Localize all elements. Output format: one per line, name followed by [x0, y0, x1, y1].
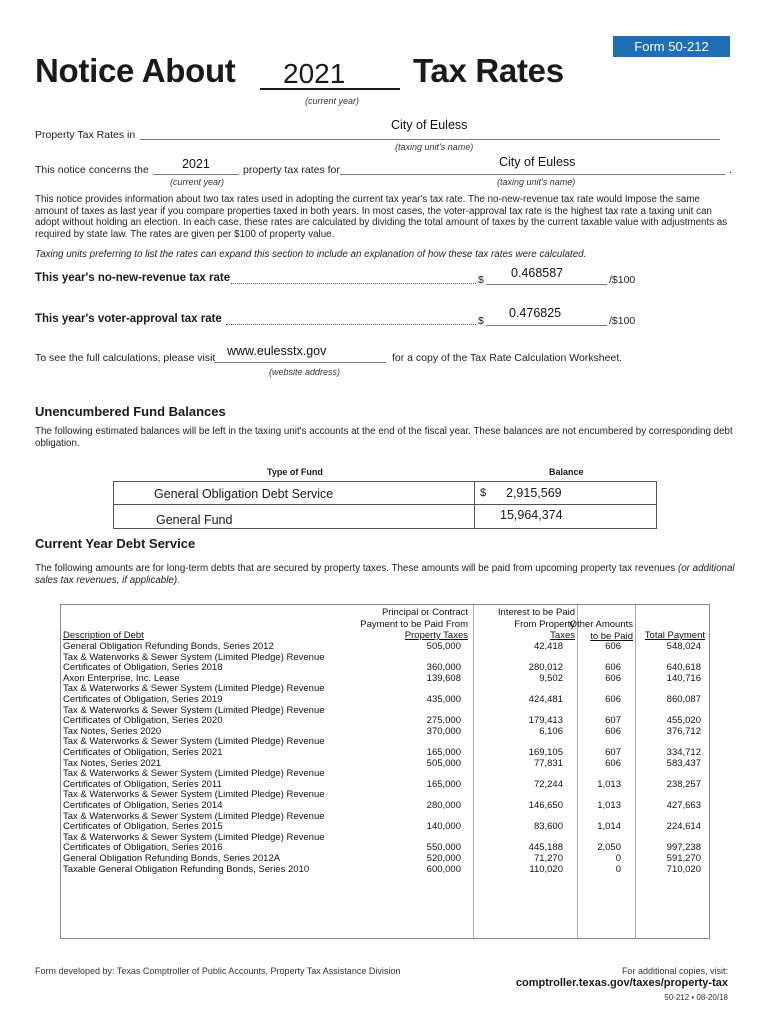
debt-other-amounts[interactable]: 1,013	[597, 778, 621, 790]
footer-url-link[interactable]: comptroller.texas.gov/taxes/property-tax	[515, 977, 728, 989]
debt-principal[interactable]: 520,000	[426, 853, 461, 864]
debt-principal[interactable]: 165,000	[426, 746, 461, 758]
debt-interest[interactable]: 83,600	[533, 821, 563, 833]
debt-total-payment[interactable]: 376,712	[666, 725, 701, 737]
concerns-label: This notice concerns the	[35, 164, 149, 176]
concerns-middle-label: property tax rates for	[243, 164, 340, 176]
debt-text	[35, 563, 735, 586]
fund-currency: $	[480, 487, 487, 499]
debt-total-payment[interactable]: 583,437	[666, 757, 701, 769]
debt-other-amounts[interactable]: 0	[615, 853, 621, 864]
concerns-unit-underline	[340, 174, 725, 175]
debt-total-payment[interactable]: 334,712	[666, 746, 701, 758]
title-prefix: Notice About	[35, 52, 236, 89]
fund-balance-table	[113, 481, 657, 529]
debt-heading: Current Year Debt Service	[35, 536, 196, 551]
concerns-year-underline	[153, 174, 239, 175]
debt-other-amounts[interactable]: 607	[605, 746, 621, 758]
title-year[interactable]: 2021	[283, 58, 346, 89]
website-prefix: To see the full calculations, please visit	[35, 352, 216, 364]
title-suffix: Tax Rates	[413, 52, 564, 89]
debt-description[interactable]: Tax & Waterworks & Sewer System (Limited Pledge) Revenue Certificates of Obligation, Series 2011	[63, 768, 325, 790]
var-leader-dots	[226, 324, 476, 325]
debt-service-table	[60, 604, 710, 939]
debt-other-amounts[interactable]: 1,013	[597, 799, 621, 811]
nnr-currency: $	[478, 274, 484, 286]
debt-interest[interactable]: 179,413	[528, 715, 563, 727]
debt-description[interactable]: Tax & Waterworks & Sewer System (Limited Pledge) Revenue Certificates of Obligation, Series 2018	[63, 651, 325, 674]
debt-other-amounts[interactable]: 1,014	[597, 821, 621, 833]
debt-description[interactable]: Tax & Waterworks & Sewer System (Limited Pledge) Revenue Certificates of Obligation, Series 2015	[63, 810, 325, 833]
debt-interest[interactable]: 424,481	[528, 693, 563, 705]
website-underline	[214, 362, 386, 363]
debt-description[interactable]: Tax Notes, Series 2021	[63, 757, 162, 769]
footer-form-code: 50-212 • 08-20/18	[664, 993, 728, 1002]
nnr-per-unit: /$100	[609, 274, 636, 286]
debt-table-row	[63, 737, 707, 758]
debt-table-row	[63, 706, 707, 727]
no-new-revenue-rate-label: This year's no-new-revenue tax rate	[35, 272, 231, 284]
concerns-unit-field[interactable]: City of Euless	[499, 155, 576, 169]
expand-note: Taxing units preferring to list the rates can expand this section to include an explanation of how these tax rates were calculated.	[35, 249, 587, 260]
principal-header: Principal or Contract Payment to be Paid From Property Taxes	[360, 607, 468, 641]
debt-interest[interactable]: 169,105	[528, 746, 563, 758]
debt-description[interactable]: General Obligation Refunding Bonds, Series 2012A	[63, 853, 281, 864]
footer-copies-label: For additional copies, visit:	[621, 966, 728, 976]
intro-paragraph: This notice provides information about two tax rates used in adopting the current tax year's tax rate. The no-new-revenue tax rate would Impose the same amount of taxes as last year if you compare properties taxed in both years. In most cases, the voter-approval tax rate is the highest tax rate a taxing unit can adopt without holding an election. In each case, these rates are calculated by dividing the total amount of taxes by the current taxable value with adjustments as required by state law. The rates are given per $100 of property value.	[35, 194, 728, 240]
var-underline	[486, 325, 607, 326]
debt-principal[interactable]: 139,608	[426, 672, 461, 684]
debt-principal[interactable]: 550,000	[426, 842, 461, 854]
debt-principal[interactable]: 600,000	[426, 863, 461, 875]
concerns-year-field[interactable]: 2021	[182, 157, 210, 171]
debt-total-payment[interactable]: 640,618	[666, 662, 701, 674]
debt-other-amounts[interactable]: 606	[605, 672, 621, 684]
debt-description[interactable]: Axon Enterprise, Inc. Lease	[63, 672, 180, 684]
property-tax-label: Property Tax Rates in	[35, 129, 136, 141]
debt-total-payment[interactable]: 427,663	[666, 799, 701, 811]
debt-description[interactable]: Tax & Waterworks & Sewer System (Limited Pledge) Revenue Certificates of Obligation, Series 2014	[63, 789, 325, 811]
debt-table-row	[63, 653, 707, 674]
debt-other-amounts[interactable]: 0	[615, 863, 621, 875]
fund-balance-header: Balance	[549, 467, 584, 477]
debt-interest[interactable]: 146,650	[528, 799, 563, 811]
debt-text-italic: (or additional sales tax revenues, if applicable).	[35, 563, 735, 586]
total-payment-header: Total Payment	[644, 630, 705, 641]
var-per-unit: /$100	[609, 315, 636, 327]
debt-table-row	[63, 769, 707, 790]
debt-other-amounts[interactable]: 2,050	[597, 842, 621, 854]
unencumbered-heading: Unencumbered Fund Balances	[35, 404, 226, 419]
debt-description[interactable]: Tax & Waterworks & Sewer System (Limited Pledge) Revenue Certificates of Obligation, Series 2020	[63, 704, 325, 727]
nnr-leader-dots	[231, 283, 476, 284]
debt-total-payment[interactable]: 224,614	[666, 821, 701, 833]
property-tax-underline	[140, 139, 720, 140]
debt-description[interactable]: Tax & Waterworks & Sewer System (Limited Pledge) Revenue Certificates of Obligation, Series 2016	[63, 831, 325, 854]
debt-table-row	[63, 833, 707, 854]
fund-name-field[interactable]: General Obligation Debt Service	[154, 487, 334, 501]
debt-interest[interactable]: 280,012	[528, 662, 563, 674]
fund-balance-field[interactable]: 15,964,374	[500, 508, 563, 522]
debt-description[interactable]: General Obligation Refunding Bonds, Series 2012	[63, 641, 274, 652]
debt-other-amounts[interactable]: 606	[605, 757, 621, 769]
title-year-caption: (current year)	[305, 96, 360, 106]
debt-description[interactable]: Taxable General Obligation Refunding Bonds, Series 2010	[63, 863, 310, 875]
website-caption: (website address)	[269, 367, 341, 377]
fund-row	[114, 505, 656, 528]
website-field[interactable]: www.eulesstx.gov	[227, 344, 327, 358]
debt-total-payment[interactable]: 238,257	[666, 778, 701, 790]
concerns-unit-caption: (taxing unit's name)	[497, 177, 576, 187]
debt-principal[interactable]: 140,000	[426, 821, 461, 833]
debt-other-amounts[interactable]: 607	[605, 715, 621, 727]
fund-balance-field[interactable]: 2,915,569	[506, 486, 562, 500]
property-tax-caption: (taxing unit's name)	[395, 142, 474, 152]
debt-principal[interactable]: 505,000	[426, 641, 461, 652]
concerns-year-caption: (current year)	[170, 177, 225, 187]
debt-principal[interactable]: 360,000	[426, 662, 461, 674]
debt-interest[interactable]: 9,502	[539, 672, 563, 684]
debt-other-amounts[interactable]: 606	[605, 725, 621, 737]
debt-interest[interactable]: 72,244	[533, 778, 563, 790]
debt-other-amounts[interactable]: 606	[605, 693, 621, 705]
debt-total-payment[interactable]: 997,238	[666, 842, 701, 854]
concerns-end: .	[729, 164, 732, 176]
debt-table-row	[63, 684, 707, 705]
voter-approval-rate-field[interactable]: 0.476825	[509, 306, 562, 320]
var-currency: $	[478, 315, 484, 327]
unencumbered-text: The following estimated balances will be left in the taxing unit's accounts at the end of the fiscal year. These balances are not encumbered by corresponding debt obligation.	[35, 426, 733, 449]
other-amounts-header: Other Amounts to be Paid	[569, 619, 633, 642]
debt-interest[interactable]: 110,020	[529, 863, 563, 875]
debt-other-amounts[interactable]: 606	[605, 662, 621, 674]
debt-table-row	[63, 865, 707, 876]
debt-total-payment[interactable]: 710,020	[666, 863, 701, 875]
no-new-revenue-rate-field[interactable]: 0.468587	[511, 266, 564, 280]
debt-table-row	[63, 790, 707, 811]
debt-interest[interactable]: 42,418	[533, 641, 563, 652]
debt-principal[interactable]: 165,000	[426, 778, 461, 790]
interest-header: Interest to be Paid From Property Taxes	[497, 607, 575, 641]
debt-table-row	[63, 812, 707, 833]
fund-row	[114, 482, 656, 505]
fund-type-header: Type of Fund	[267, 467, 323, 477]
debt-interest[interactable]: 71,270	[533, 853, 563, 864]
description-header: Description of Debt	[63, 630, 144, 641]
debt-table-row	[63, 642, 707, 653]
debt-principal[interactable]: 370,000	[426, 725, 461, 737]
debt-other-amounts[interactable]: 606	[605, 641, 621, 652]
debt-table-row	[63, 854, 707, 865]
debt-interest[interactable]: 445,188	[528, 842, 563, 854]
debt-total-payment[interactable]: 140,716	[666, 672, 701, 684]
debt-description[interactable]: Tax & Waterworks & Sewer System (Limited Pledge) Revenue Certificates of Obligation, Series 2019	[63, 683, 325, 705]
form-number-badge: Form 50-212	[613, 36, 730, 57]
debt-interest[interactable]: 6,106	[539, 725, 563, 737]
debt-principal[interactable]: 435,000	[426, 693, 461, 705]
debt-principal[interactable]: 280,000	[426, 799, 461, 811]
website-suffix: for a copy of the Tax Rate Calculation Worksheet.	[392, 352, 623, 364]
footer-developer: Form developed by: Texas Comptroller of Public Accounts, Property Tax Assistance Division	[35, 966, 401, 976]
debt-interest[interactable]: 77,831	[533, 757, 563, 769]
voter-approval-rate-label: This year's voter-approval tax rate	[35, 313, 222, 325]
debt-description[interactable]: Tax & Waterworks & Sewer System (Limited Pledge) Revenue Certificates of Obligation, Series 2021	[63, 736, 325, 758]
debt-total-payment[interactable]: 860,087	[666, 693, 701, 705]
debt-description[interactable]: Tax Notes, Series 2020	[63, 725, 162, 737]
debt-total-payment[interactable]: 455,020	[666, 715, 701, 727]
nnr-underline	[486, 284, 607, 285]
debt-principal[interactable]: 505,000	[426, 757, 461, 769]
debt-total-payment[interactable]: 591,270	[666, 853, 701, 864]
debt-text-main: The following amounts are for long-term debts that are secured by property taxes. These amounts will be paid from upcoming property tax revenues	[35, 563, 676, 574]
debt-principal[interactable]: 275,000	[426, 715, 461, 727]
property-tax-unit-field[interactable]: City of Euless	[391, 118, 468, 132]
debt-total-payment[interactable]: 548,024	[666, 641, 701, 652]
page-title	[35, 52, 236, 90]
fund-name-field[interactable]: General Fund	[156, 513, 233, 527]
